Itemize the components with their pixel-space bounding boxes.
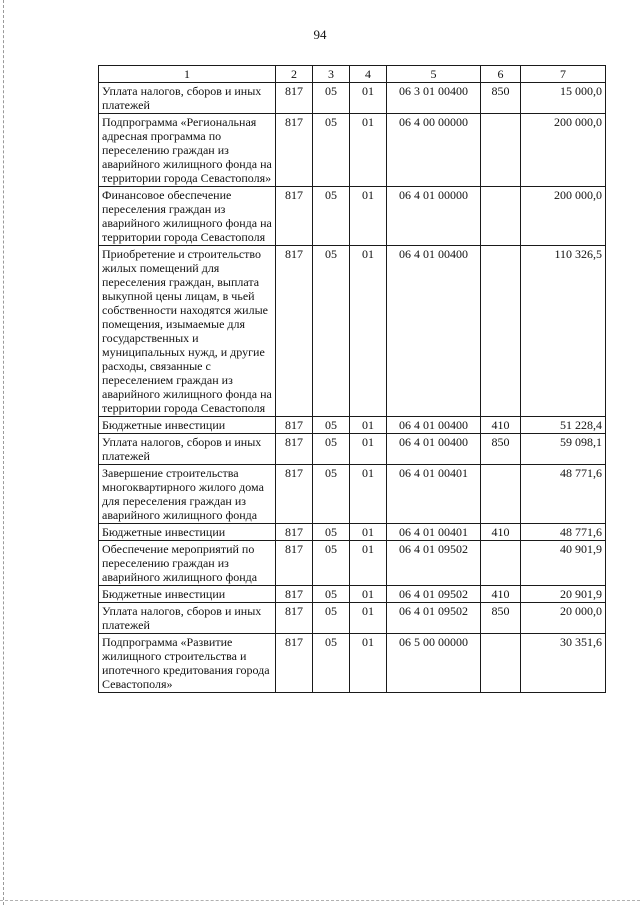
row-name-cell: Бюджетные инвестиции bbox=[99, 417, 276, 434]
amount-cell: 110 326,5 bbox=[521, 246, 606, 417]
subsection-code-cell: 01 bbox=[350, 434, 387, 465]
amount-cell: 30 351,6 bbox=[521, 634, 606, 693]
expense-type-cell: 410 bbox=[481, 586, 521, 603]
table-row bbox=[99, 417, 606, 434]
page-number: 94 bbox=[313, 27, 327, 42]
section-code-cell: 05 bbox=[313, 634, 350, 693]
amount-cell: 200 000,0 bbox=[521, 114, 606, 187]
target-article-cell: 06 4 01 09502 bbox=[387, 586, 481, 603]
column-header-4: 4 bbox=[350, 66, 387, 83]
table-row bbox=[99, 524, 606, 541]
target-article-cell: 06 4 00 00000 bbox=[387, 114, 481, 187]
target-article-cell: 06 4 01 00401 bbox=[387, 524, 481, 541]
expense-type-cell bbox=[481, 187, 521, 246]
section-code-cell: 05 bbox=[313, 417, 350, 434]
scan-edge-bottom bbox=[0, 900, 640, 901]
table-header bbox=[99, 66, 606, 83]
table-row bbox=[99, 541, 606, 586]
section-code-cell: 05 bbox=[313, 246, 350, 417]
amount-cell: 200 000,0 bbox=[521, 187, 606, 246]
row-name-cell: Финансовое обеспечение переселения граждан из аварийного жилищного фонда на территории города Севастополя bbox=[99, 187, 276, 246]
section-code-cell: 05 bbox=[313, 114, 350, 187]
expense-type-cell bbox=[481, 114, 521, 187]
ministry-code-cell: 817 bbox=[276, 114, 313, 187]
column-header-6: 6 bbox=[481, 66, 521, 83]
subsection-code-cell: 01 bbox=[350, 246, 387, 417]
target-article-cell: 06 4 01 00000 bbox=[387, 187, 481, 246]
table-row bbox=[99, 603, 606, 634]
table-row bbox=[99, 114, 606, 187]
ministry-code-cell: 817 bbox=[276, 434, 313, 465]
table-row bbox=[99, 187, 606, 246]
row-name-cell: Приобретение и строительство жилых помещений для переселения граждан, выплата выкупной цены лицам, в чьей собственности находятся жилые помещения, изымаемые для государственных и муниципальных нужд, и другие расходы, связанные с переселением граждан из аварийного жилищного фонда на территории города Севастополя bbox=[99, 246, 276, 417]
section-code-cell: 05 bbox=[313, 187, 350, 246]
target-article-cell: 06 3 01 00400 bbox=[387, 83, 481, 114]
row-name-cell: Уплата налогов, сборов и иных платежей bbox=[99, 83, 276, 114]
subsection-code-cell: 01 bbox=[350, 586, 387, 603]
column-header-5: 5 bbox=[387, 66, 481, 83]
subsection-code-cell: 01 bbox=[350, 83, 387, 114]
expense-type-cell: 850 bbox=[481, 603, 521, 634]
section-code-cell: 05 bbox=[313, 465, 350, 524]
target-article-cell: 06 4 01 00400 bbox=[387, 246, 481, 417]
amount-cell: 59 098,1 bbox=[521, 434, 606, 465]
amount-cell: 20 000,0 bbox=[521, 603, 606, 634]
section-code-cell: 05 bbox=[313, 603, 350, 634]
column-header-3: 3 bbox=[313, 66, 350, 83]
row-name-cell: Обеспечение мероприятий по переселению граждан из аварийного жилищного фонда bbox=[99, 541, 276, 586]
ministry-code-cell: 817 bbox=[276, 83, 313, 114]
amount-cell: 40 901,9 bbox=[521, 541, 606, 586]
row-name-cell: Бюджетные инвестиции bbox=[99, 586, 276, 603]
target-article-cell: 06 4 01 00400 bbox=[387, 417, 481, 434]
ministry-code-cell: 817 bbox=[276, 603, 313, 634]
ministry-code-cell: 817 bbox=[276, 634, 313, 693]
row-name-cell: Бюджетные инвестиции bbox=[99, 524, 276, 541]
table-row bbox=[99, 634, 606, 693]
target-article-cell: 06 5 00 00000 bbox=[387, 634, 481, 693]
section-code-cell: 05 bbox=[313, 541, 350, 586]
subsection-code-cell: 01 bbox=[350, 541, 387, 586]
row-name-cell: Уплата налогов, сборов и иных платежей bbox=[99, 603, 276, 634]
amount-cell: 48 771,6 bbox=[521, 465, 606, 524]
expense-type-cell bbox=[481, 541, 521, 586]
subsection-code-cell: 01 bbox=[350, 603, 387, 634]
ministry-code-cell: 817 bbox=[276, 586, 313, 603]
expense-type-cell: 410 bbox=[481, 417, 521, 434]
subsection-code-cell: 01 bbox=[350, 187, 387, 246]
expense-type-cell: 850 bbox=[481, 434, 521, 465]
target-article-cell: 06 4 01 00400 bbox=[387, 434, 481, 465]
table-row bbox=[99, 246, 606, 417]
section-code-cell: 05 bbox=[313, 524, 350, 541]
section-code-cell: 05 bbox=[313, 83, 350, 114]
expense-type-cell: 410 bbox=[481, 524, 521, 541]
row-name-cell: Подпрограмма «Региональная адресная программа по переселению граждан из аварийного жилищного фонда на территории города Севастополя» bbox=[99, 114, 276, 187]
ministry-code-cell: 817 bbox=[276, 187, 313, 246]
table-row bbox=[99, 434, 606, 465]
target-article-cell: 06 4 01 00401 bbox=[387, 465, 481, 524]
subsection-code-cell: 01 bbox=[350, 524, 387, 541]
target-article-cell: 06 4 01 09502 bbox=[387, 541, 481, 586]
ministry-code-cell: 817 bbox=[276, 417, 313, 434]
table-row bbox=[99, 586, 606, 603]
row-name-cell: Завершение строительства многоквартирного жилого дома для переселения граждан из аварийного жилищного фонда bbox=[99, 465, 276, 524]
table-body bbox=[99, 83, 606, 693]
expense-type-cell bbox=[481, 465, 521, 524]
subsection-code-cell: 01 bbox=[350, 465, 387, 524]
amount-cell: 48 771,6 bbox=[521, 524, 606, 541]
target-article-cell: 06 4 01 09502 bbox=[387, 603, 481, 634]
scan-edge-left bbox=[3, 0, 4, 905]
subsection-code-cell: 01 bbox=[350, 114, 387, 187]
row-name-cell: Уплата налогов, сборов и иных платежей bbox=[99, 434, 276, 465]
expense-type-cell bbox=[481, 634, 521, 693]
ministry-code-cell: 817 bbox=[276, 541, 313, 586]
amount-cell: 51 228,4 bbox=[521, 417, 606, 434]
expense-type-cell bbox=[481, 246, 521, 417]
column-header-7: 7 bbox=[521, 66, 606, 83]
column-header-1: 1 bbox=[99, 66, 276, 83]
header-row bbox=[99, 66, 606, 83]
subsection-code-cell: 01 bbox=[350, 417, 387, 434]
amount-cell: 15 000,0 bbox=[521, 83, 606, 114]
section-code-cell: 05 bbox=[313, 586, 350, 603]
table-row bbox=[99, 83, 606, 114]
subsection-code-cell: 01 bbox=[350, 634, 387, 693]
ministry-code-cell: 817 bbox=[276, 524, 313, 541]
amount-cell: 20 901,9 bbox=[521, 586, 606, 603]
table-row bbox=[99, 465, 606, 524]
expense-type-cell: 850 bbox=[481, 83, 521, 114]
ministry-code-cell: 817 bbox=[276, 246, 313, 417]
ministry-code-cell: 817 bbox=[276, 465, 313, 524]
section-code-cell: 05 bbox=[313, 434, 350, 465]
column-header-2: 2 bbox=[276, 66, 313, 83]
budget-table bbox=[98, 65, 606, 693]
row-name-cell: Подпрограмма «Развитие жилищного строительства и ипотечного кредитования города Севастополя» bbox=[99, 634, 276, 693]
